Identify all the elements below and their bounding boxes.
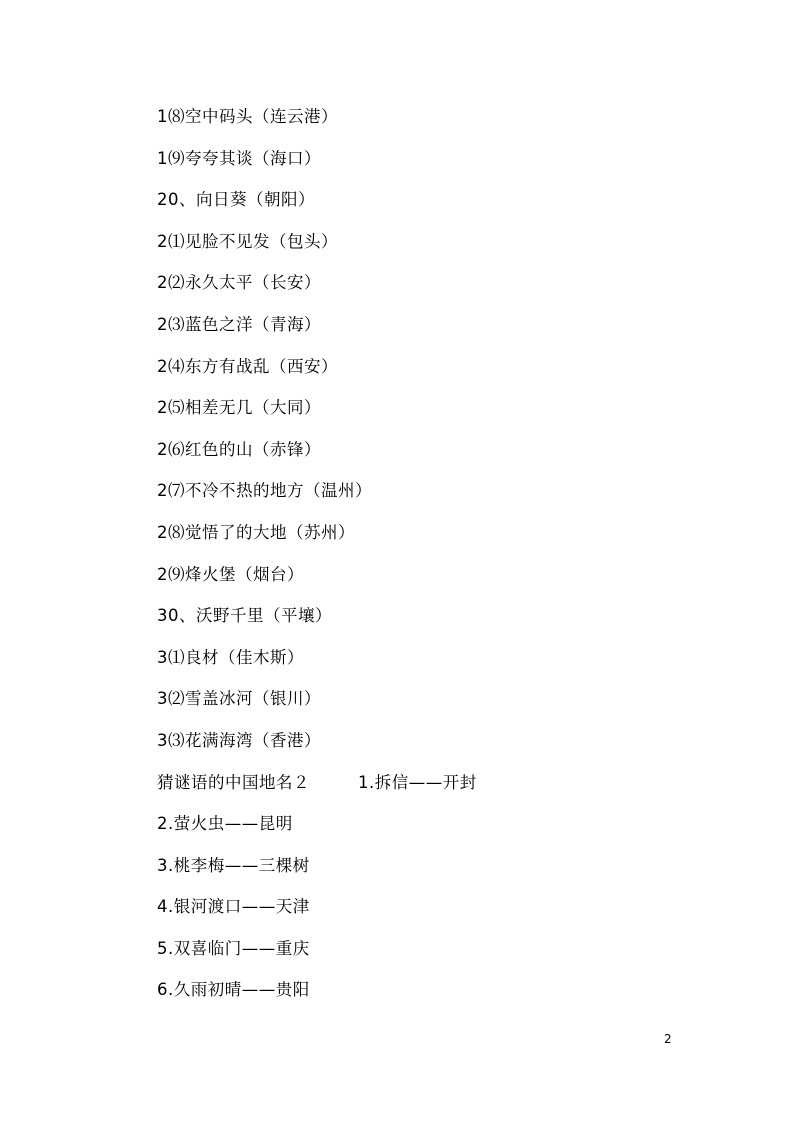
riddle-item: 4.银河渡口——天津 [157,897,310,917]
riddle-item-first: 1.拆信——开封 [358,772,477,792]
riddle-item: 3.桃李梅——三棵树 [157,855,310,875]
riddle-list [157,104,477,1019]
riddle-line: 3⑵雪盖冰河（银川） [157,689,321,709]
riddle-line: 2⑶蓝色之洋（青海） [157,314,321,334]
section-heading-line [157,770,477,812]
riddle-line: 3⑶花满海湾（香港） [157,730,321,750]
riddle-line: 2⑼烽火堡（烟台） [157,564,304,584]
section-heading: 猜谜语的中国地名２ [157,772,310,792]
riddle-line: 2⑷东方有战乱（西安） [157,356,338,376]
riddle-line: 30、沃野千里（平壤） [157,606,332,626]
riddle-line: 1⑻空中码头（连云港） [157,107,338,126]
riddle-line: 2⑻觉悟了的大地（苏州） [157,522,355,542]
riddle-line: 3⑴良材（佳木斯） [157,647,304,667]
page-number: 2 [664,1032,672,1046]
riddle-line: 2⑵永久太平（长安） [157,273,321,293]
riddle-line: 2⑹红色的山（赤锋） [157,439,321,459]
riddle-line: 20、向日葵（朝阳） [157,190,315,210]
riddle-line: 2⑴见脸不见发（包头） [157,231,338,251]
riddle-item: 2.萤火虫——昆明 [157,814,293,834]
riddle-line: 2⑸相差无几（大同） [157,398,321,418]
riddle-item: 6.久雨初晴——贵阳 [157,980,310,1000]
riddle-line: 1⑼夸夸其谈（海口） [157,148,321,168]
riddle-item: 5.双喜临门——重庆 [157,938,310,958]
riddle-line: 2⑺不冷不热的地方（温州） [157,481,372,501]
